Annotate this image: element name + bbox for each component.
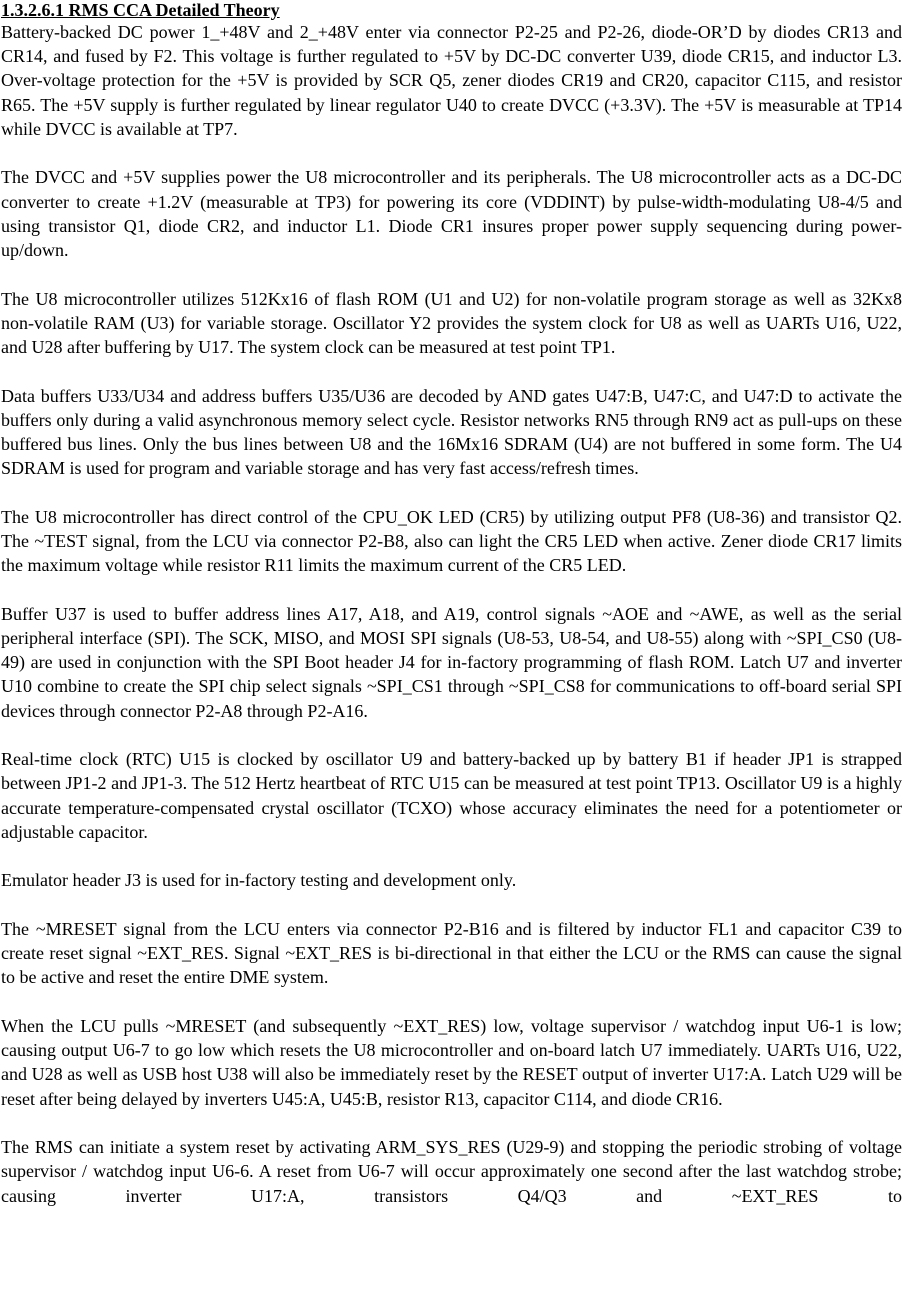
paragraph-lcu-reset: When the LCU pulls ~MRESET (and subsequently ~EXT_RES) low, voltage supervisor / watchdog input U6-1 is low; causing output U6-7 to go low which resets the U8 microcontroller and on-board latch U7 immediately. UARTs U16, U22, and U28 as well as USB host U38 will also be immediately reset by the RESET output of inverter U17:A. Latch U29 will be reset after being delayed by inverters U45:A, U45:B, resistor R13, capacitor C114, and diode CR16. xyxy=(1,1016,902,1109)
paragraph-emulator: Emulator header J3 is used for in-factory testing and development only. xyxy=(1,870,517,891)
paragraph-power-supply: Battery-backed DC power 1_+48V and 2_+48V enter via connector P2-25 and P2-26, diode-OR’D by diodes CR13 and CR14, and fused by F2. This voltage is further regulated to +5V by DC-DC converter U39, diode CR15, and inductor L3. Over-voltage protection for the +5V is provided by SCR Q5, zener diodes CR19 and CR20, capacitor C115, and resistor R65. The +5V supply is further regulated by linear regulator U40 to create DVCC (+3.3V). The +5V is measurable at TP14 while DVCC is available at TP7. xyxy=(1,22,902,139)
paragraph-mreset: The ~MRESET signal from the LCU enters via connector P2-B16 and is filtered by inductor FL1 and capacitor C39 to create reset signal ~EXT_RES. Signal ~EXT_RES is bi-directional in that either the LCU or the RMS can cause the signal to be active and reset the entire DME system. xyxy=(1,919,902,988)
paragraph-spi: Buffer U37 is used to buffer address lines A17, A18, and A19, control signals ~AOE and ~AWE, as well as the serial peripheral interface (SPI). The SCK, MISO, and MOSI SPI signals (U8-53, U8-54, and U8-55) along with ~SPI_CS0 (U8-49) are used in conjunction with the SPI Boot header J4 for in-factory programming of flash ROM. Latch U7 and inverter U10 combine to create the SPI chip select signals ~SPI_CS1 through ~SPI_CS8 for communications to off-board serial SPI devices through connector P2-A8 through P2-A16. xyxy=(1,603,902,721)
paragraph-cpu-ok-led: The U8 microcontroller has direct control of the CPU_OK LED (CR5) by utilizing output PF8 (U8-36) and transistor Q2. The ~TEST signal, from the LCU via connector P2-B8, also can light the CR5 LED when active. Zener diode CR17 limits the maximum voltage while resistor R11 limits the maximum current of the CR5 LED. xyxy=(1,506,902,576)
paragraph-memory: The U8 microcontroller utilizes 512Kx16 of flash ROM (U1 and U2) for non-volatile program storage as well as 32Kx8 non-volatile RAM (U3) for variable storage. Oscillator Y2 provides the system clock for U8 as well as UARTs U16, U22, and U28 after buffering by U17. The system clock can be measured at test point TP1. xyxy=(1,288,902,358)
paragraph-rtc: Real-time clock (RTC) U15 is clocked by oscillator U9 and battery-backed up by battery B1 if header JP1 is strapped between JP1-2 and JP1-3. The 512 Hertz heartbeat of RTC U15 can be measured at test point TP13. Oscillator U9 is a highly accurate temperature-compensated crystal oscillator (TCXO) whose accuracy eliminates the need for a potentiometer or adjustable capacitor. xyxy=(1,749,902,842)
paragraph-microcontroller-power: The DVCC and +5V supplies power the U8 microcontroller and its peripherals. The U8 microcontroller acts as a DC-DC converter to create +1.2V (measurable at TP3) for powering its core (VDDINT) by pulse-width-modulating U8-4/5 and using transistor Q1, diode CR2, and inductor L1. Diode CR1 insures proper power supply sequencing during power-up/down. xyxy=(1,167,902,261)
paragraph-rms-reset: The RMS can initiate a system reset by activating ARM_SYS_RES (U29-9) and stopping the periodic strobing of voltage supervisor / watchdog input U6-6. A reset from U6-7 will occur approximately one second after the last watchdog strobe; causing inverter U17:A, transistors Q4/Q3 and ~EXT_RES to xyxy=(1,1137,902,1206)
section-title: 1.3.2.6.1 RMS CCA Detailed Theory xyxy=(1,0,280,20)
paragraph-buffers: Data buffers U33/U34 and address buffers U35/U36 are decoded by AND gates U47:B, U47:C, and U47:D to activate the buffers only during a valid asynchronous memory select cycle. Resistor networks RN5 through RN9 act as pull-ups on these buffered bus lines. Only the bus lines between U8 and the 16Mx16 SDRAM (U4) are not buffered in some form. The U4 SDRAM is used for program and variable storage and has very fast access/refresh times. xyxy=(1,385,902,479)
